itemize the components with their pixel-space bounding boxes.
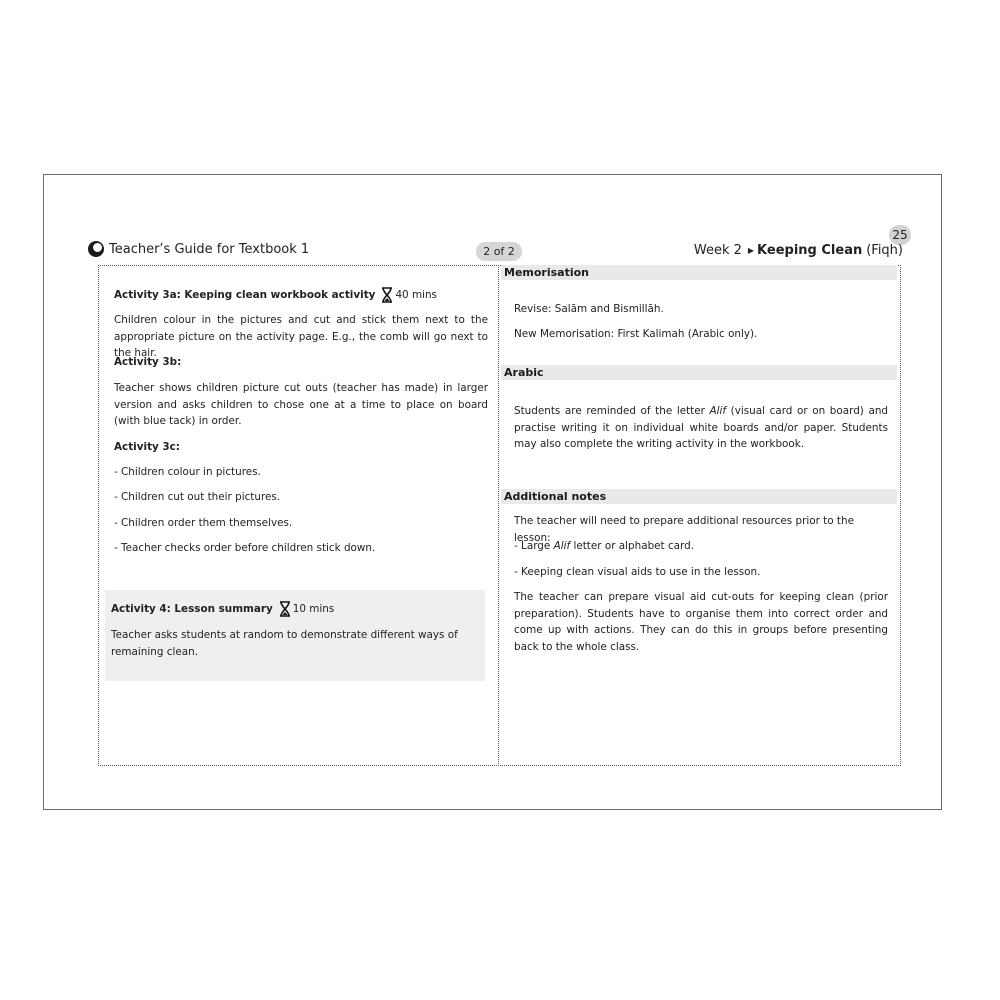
activity-3c — [114, 439, 488, 456]
notes-paragraph-text: The teacher can prepare visual aid cut-outs for keeping clean (prior preparation). Students have to organise them into correct order and come up with actions. They can do this in groups before presenting back to the whole class. — [514, 591, 888, 653]
memorisation-new — [514, 326, 888, 343]
list-item-text: - Teacher checks order before children stick down. — [114, 542, 376, 554]
list-item-text: - Keeping clean visual aids to use in the lesson. — [514, 566, 761, 578]
arabic-body — [514, 403, 888, 453]
activity-3b-title: Activity 3b: — [114, 356, 182, 368]
activity-4-title: Activity 4: Lesson summary — [111, 603, 273, 615]
week-label: Week 2 — [693, 243, 742, 258]
list-item — [114, 540, 488, 557]
activity-3b-body — [114, 380, 488, 430]
arabic-text: Students are reminded of the letter Alif (visual card or on board) and practise writing it on individual white boards and/or paper. Students may also complete the writing activity in the workbook. — [514, 405, 888, 450]
list-item — [114, 515, 488, 532]
activity-3a-text: Children colour in the pictures and cut and stick them next to the appropriate picture on the activity page. E.g., the comb will go next to the hair. — [114, 314, 488, 359]
list-item-text: - Children cut out their pictures. — [114, 491, 281, 503]
list-item-text: - Large Alif letter or alphabet card. — [514, 540, 695, 552]
memorisation-heading: Memorisation — [501, 265, 897, 280]
list-item-text: - Children colour in pictures. — [114, 466, 261, 478]
activity-4-duration: 10 mins — [292, 603, 335, 615]
memorisation-revise-text: Revise: Salām and Bismillāh. — [514, 303, 664, 315]
triangle-right-icon: ▶ — [747, 246, 755, 255]
arabic-heading: Arabic — [501, 365, 897, 380]
list-item — [514, 538, 888, 555]
activity-3c-title: Activity 3c: — [114, 441, 180, 453]
list-item — [114, 489, 488, 506]
page-number: 25 — [889, 225, 911, 245]
lesson-header — [694, 243, 903, 258]
memorisation-revise — [514, 301, 888, 318]
column-divider — [498, 265, 499, 766]
activity-4 — [111, 601, 483, 618]
activity-4-heading — [111, 601, 483, 618]
memorisation-new-text: New Memorisation: First Kalimah (Arabic only). — [514, 328, 758, 340]
pager-badge: 2 of 2 — [476, 242, 522, 261]
guide-title: Teacher’s Guide for Textbook 1 — [109, 241, 310, 257]
activity-3a-heading — [114, 287, 488, 304]
notes-heading: Additional notes — [501, 489, 897, 504]
list-item — [114, 464, 488, 481]
activity-3a — [114, 287, 488, 304]
topic-label: Keeping Clean — [757, 243, 863, 258]
guide-header — [88, 241, 309, 257]
list-item-text: - Children order them themselves. — [114, 517, 293, 529]
subject-label: (Fiqh) — [866, 243, 903, 258]
notes-paragraph — [514, 589, 888, 655]
list-item — [514, 564, 888, 581]
notes-intro-text: The teacher will need to prepare additional resources prior to the lesson: — [514, 515, 854, 544]
hourglass-icon — [279, 601, 291, 617]
activity-3a-duration: 40 mins — [395, 289, 437, 301]
activity-4-text: Teacher asks students at random to demonstrate different ways of remaining clean. — [111, 629, 458, 658]
hourglass-icon — [381, 287, 393, 303]
activity-4-body — [111, 627, 481, 660]
activity-3a-title: Activity 3a: Keeping clean workbook activity — [114, 289, 376, 301]
activity-3b-text: Teacher shows children picture cut outs (teacher has made) in larger version and asks children to chose one at a time to place on board (with blue tack) in order. — [114, 382, 488, 427]
publisher-logo-icon — [88, 241, 104, 257]
activity-3b — [114, 354, 488, 371]
